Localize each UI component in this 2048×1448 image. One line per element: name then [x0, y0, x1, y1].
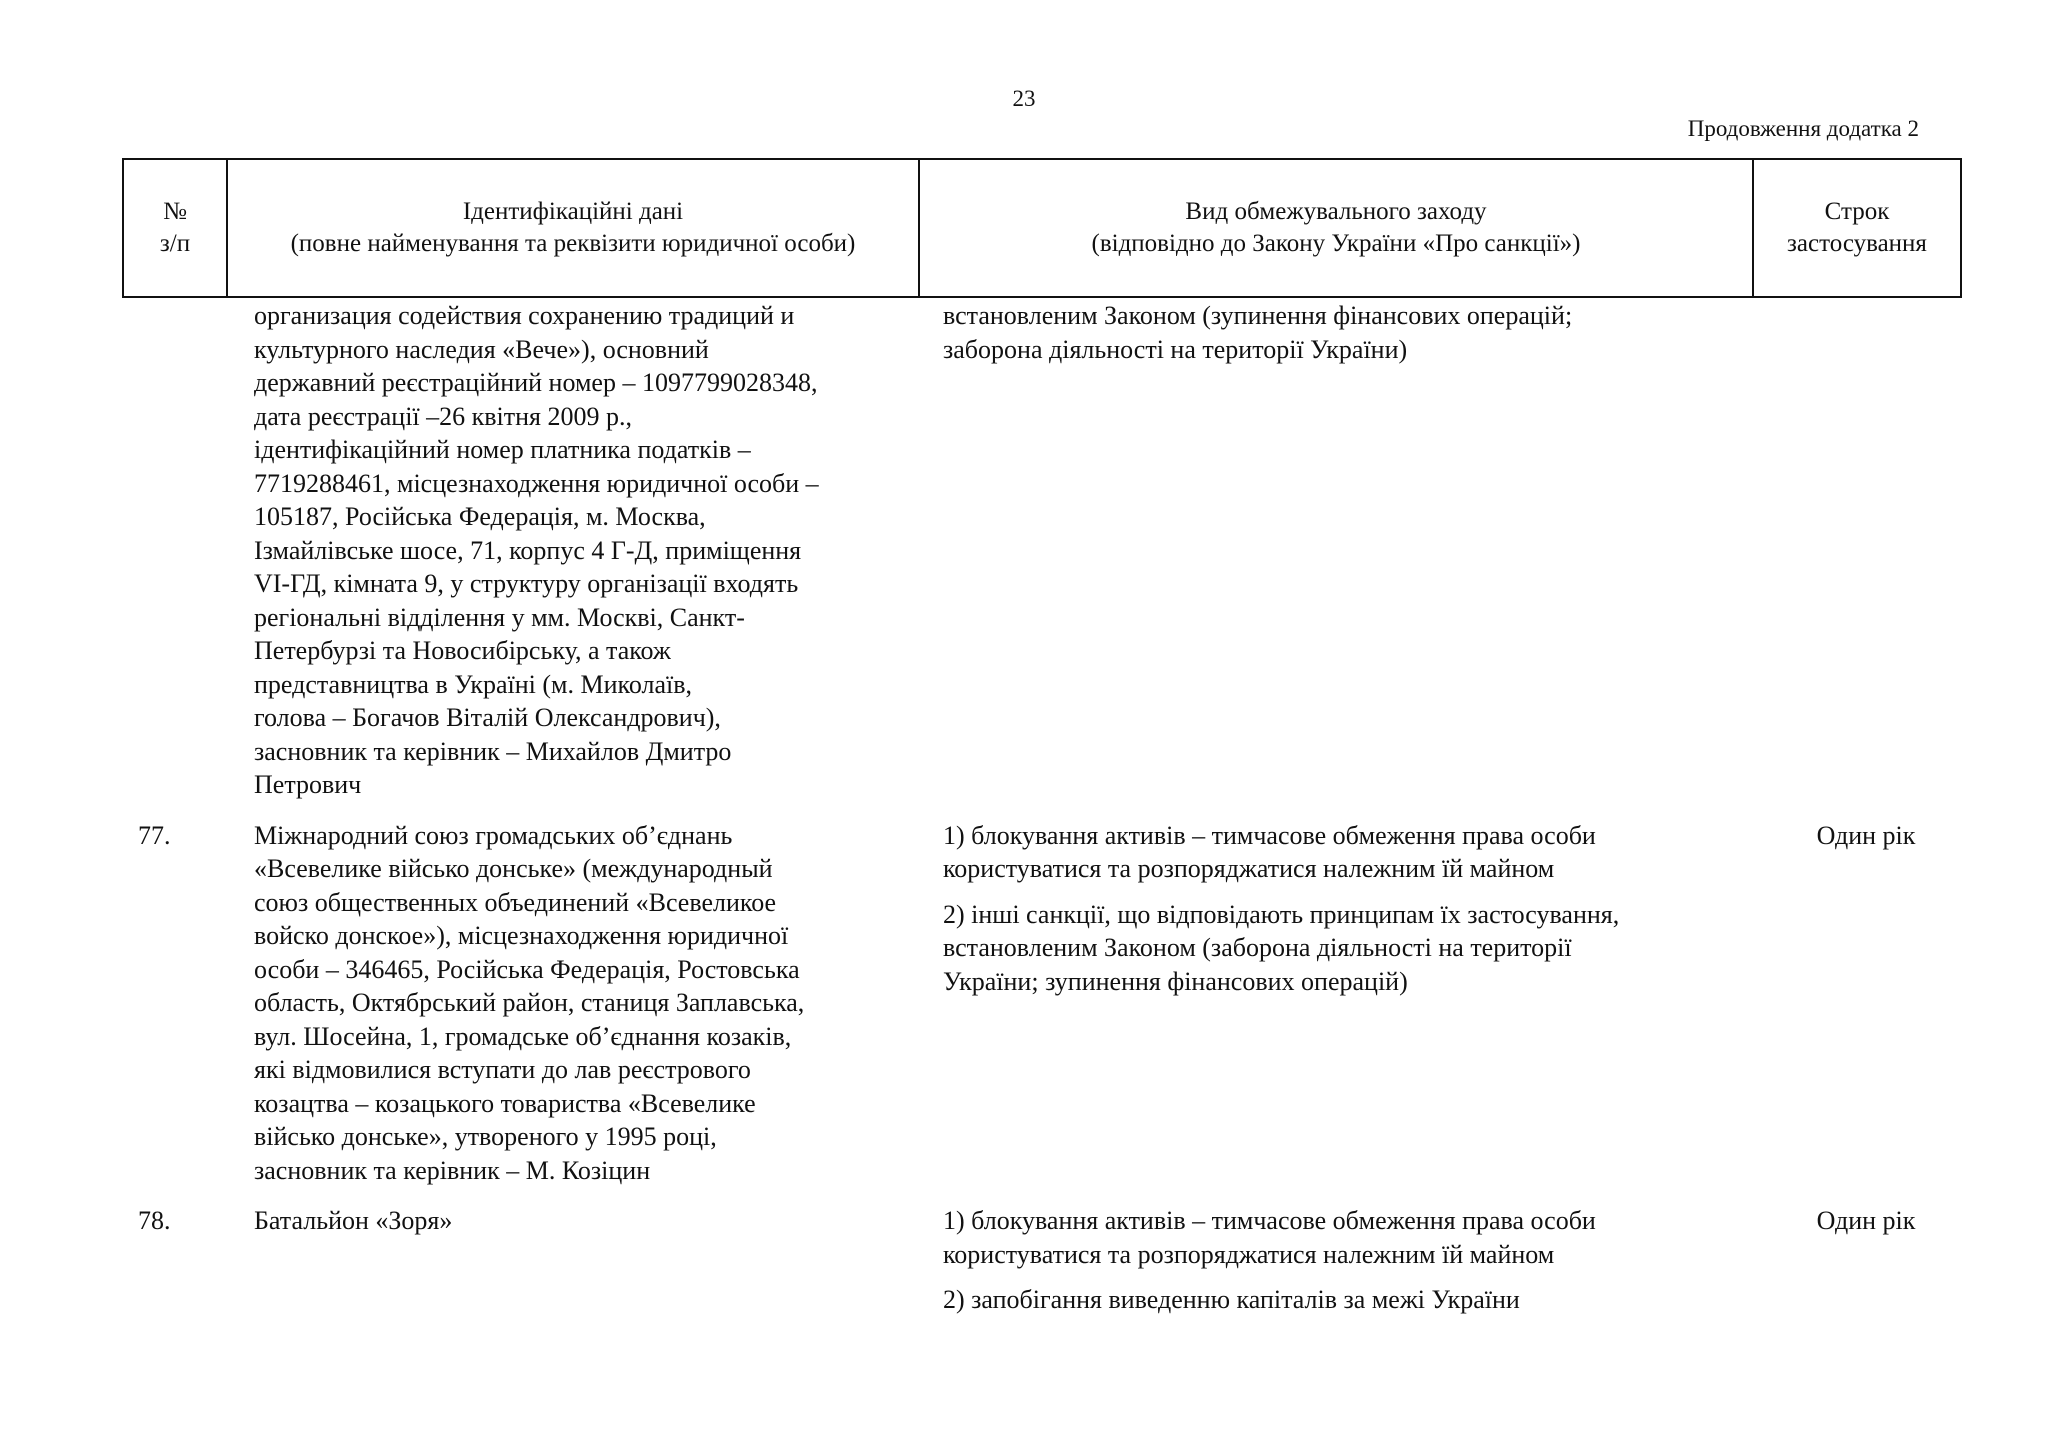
identification-line: державний реєстраційний номер – 1097799028348, — [254, 368, 818, 397]
page-number: 23 — [1012, 86, 1036, 111]
row-term — [1752, 299, 1960, 802]
measure-line: 2) інші санкції, що відповідають принципам їх застосування, — [943, 899, 1620, 929]
header-term-line1: Строк — [1824, 198, 1890, 225]
header-number-line1: № — [163, 198, 187, 225]
row-number: 77. — [138, 820, 171, 850]
row-identification — [226, 299, 918, 802]
measure-line: користуватися та розпоряджатися належним їй майном — [943, 1239, 1555, 1269]
identification-line: 105187, Російська Федерація, м. Москва, — [254, 502, 706, 531]
header-identification — [227, 159, 919, 297]
identification-line: область, Октябрський район, станиця Заплавська, — [254, 988, 805, 1017]
identification-line: культурного наследия «Вече»), основний — [254, 334, 709, 364]
identification-line: козацтва – козацького товариства «Всевелике — [254, 1088, 756, 1118]
table-row — [122, 1204, 1960, 1329]
identification-line: VI-ГД, кімната 9, у структуру організації входять — [254, 569, 799, 598]
header-measure-line2: (відповідно до Закону України «Про санкції») — [1091, 230, 1581, 257]
row-spacer — [122, 1187, 1960, 1204]
measure-item — [943, 819, 1722, 886]
row-term: Один рік — [1816, 1206, 1916, 1235]
table-header — [122, 158, 1962, 298]
table-row — [122, 819, 1960, 1188]
identification-line: «Всевелике військо донське» (международный — [254, 854, 773, 883]
identification-text — [254, 299, 918, 802]
header-term — [1753, 159, 1961, 297]
row-spacer — [122, 802, 1960, 819]
table-body — [122, 299, 1960, 1329]
header-number-line2: з/п — [159, 230, 191, 257]
measure-line: встановленим Законом (зупинення фінансових операцій; — [943, 301, 1573, 330]
header-row — [123, 159, 1961, 297]
continuation-label: Продовження додатка 2 — [1687, 116, 1919, 141]
measure-line: 1) блокування активів – тимчасове обмеження права особи — [943, 820, 1596, 850]
row-measures — [918, 1204, 1752, 1329]
header-term-line2: застосування — [1787, 230, 1927, 257]
identification-line: Петербурзі та Новосибірську, а також — [254, 636, 671, 665]
identification-line: засновник та керівник – М. Козіцин — [254, 1155, 651, 1185]
measure-item — [943, 1283, 1722, 1317]
identification-line: 7719288461, місцезнаходження юридичної особи – — [254, 468, 819, 498]
measure-line: України; зупинення фінансових операцій) — [943, 966, 1408, 996]
identification-text — [254, 1204, 918, 1238]
identification-line: организация содействия сохранению традиций и — [254, 301, 795, 330]
row-measures — [918, 819, 1752, 1188]
identification-line: Міжнародний союз громадських об’єднань — [254, 820, 733, 850]
measure-line: заборона діяльності на території України) — [943, 334, 1408, 364]
identification-line: особи – 346465, Російська Федерація, Ростовська — [254, 954, 800, 984]
identification-text — [254, 819, 918, 1188]
identification-line: вул. Шосейна, 1, громадське об’єднання козаків, — [254, 1021, 792, 1051]
row-number: 78. — [138, 1206, 171, 1235]
identification-line: представництва в Україні (м. Миколаїв, — [254, 669, 693, 699]
table-row — [122, 299, 1960, 802]
identification-line: союз общественных объединений «Всевеликое — [254, 887, 777, 917]
identification-line: дата реєстрації –26 квітня 2009 р., — [254, 401, 633, 431]
identification-line: Ізмайлівське шосе, 71, корпус 4 Г-Д, приміщення — [254, 535, 802, 565]
header-number — [123, 159, 227, 297]
measure-item — [943, 299, 1722, 366]
identification-line: Батальйон «Зоря» — [254, 1206, 453, 1235]
row-term: Один рік — [1816, 820, 1916, 850]
measure-line: 2) запобігання виведенню капіталів за межі України — [943, 1285, 1520, 1314]
measure-item — [943, 1204, 1722, 1271]
identification-line: голова – Богачов Віталій Олександрович), — [254, 703, 721, 732]
measure-item — [943, 898, 1722, 999]
row-identification — [226, 1204, 918, 1329]
row-measures — [918, 299, 1752, 802]
identification-line: ідентифікаційний номер платника податків – — [254, 435, 751, 464]
header-measure-line1: Вид обмежувального заходу — [1185, 198, 1487, 225]
identification-line: які відмовилися вступати до лав реєстрового — [254, 1055, 751, 1084]
header-measure — [919, 159, 1753, 297]
measure-line: користуватися та розпоряджатися належним їй майном — [943, 854, 1555, 883]
measure-line: 1) блокування активів – тимчасове обмеження права особи — [943, 1206, 1596, 1235]
identification-line: військо донське», утвореного у 1995 році, — [254, 1122, 717, 1151]
header-identification-line1: Ідентифікаційні дані — [462, 198, 684, 225]
identification-line: Петрович — [254, 770, 362, 799]
row-number — [122, 299, 226, 802]
measure-line: встановленим Законом (заборона діяльності на території — [943, 933, 1572, 962]
identification-line: засновник та керівник – Михайлов Дмитро — [254, 736, 732, 766]
identification-line: войско донское»), місцезнаходження юридичної — [254, 921, 789, 950]
identification-line: регіональні відділення у мм. Москві, Санкт- — [254, 602, 745, 632]
row-identification — [226, 819, 918, 1188]
header-identification-line2: (повне найменування та реквізити юридичної особи) — [290, 230, 856, 257]
